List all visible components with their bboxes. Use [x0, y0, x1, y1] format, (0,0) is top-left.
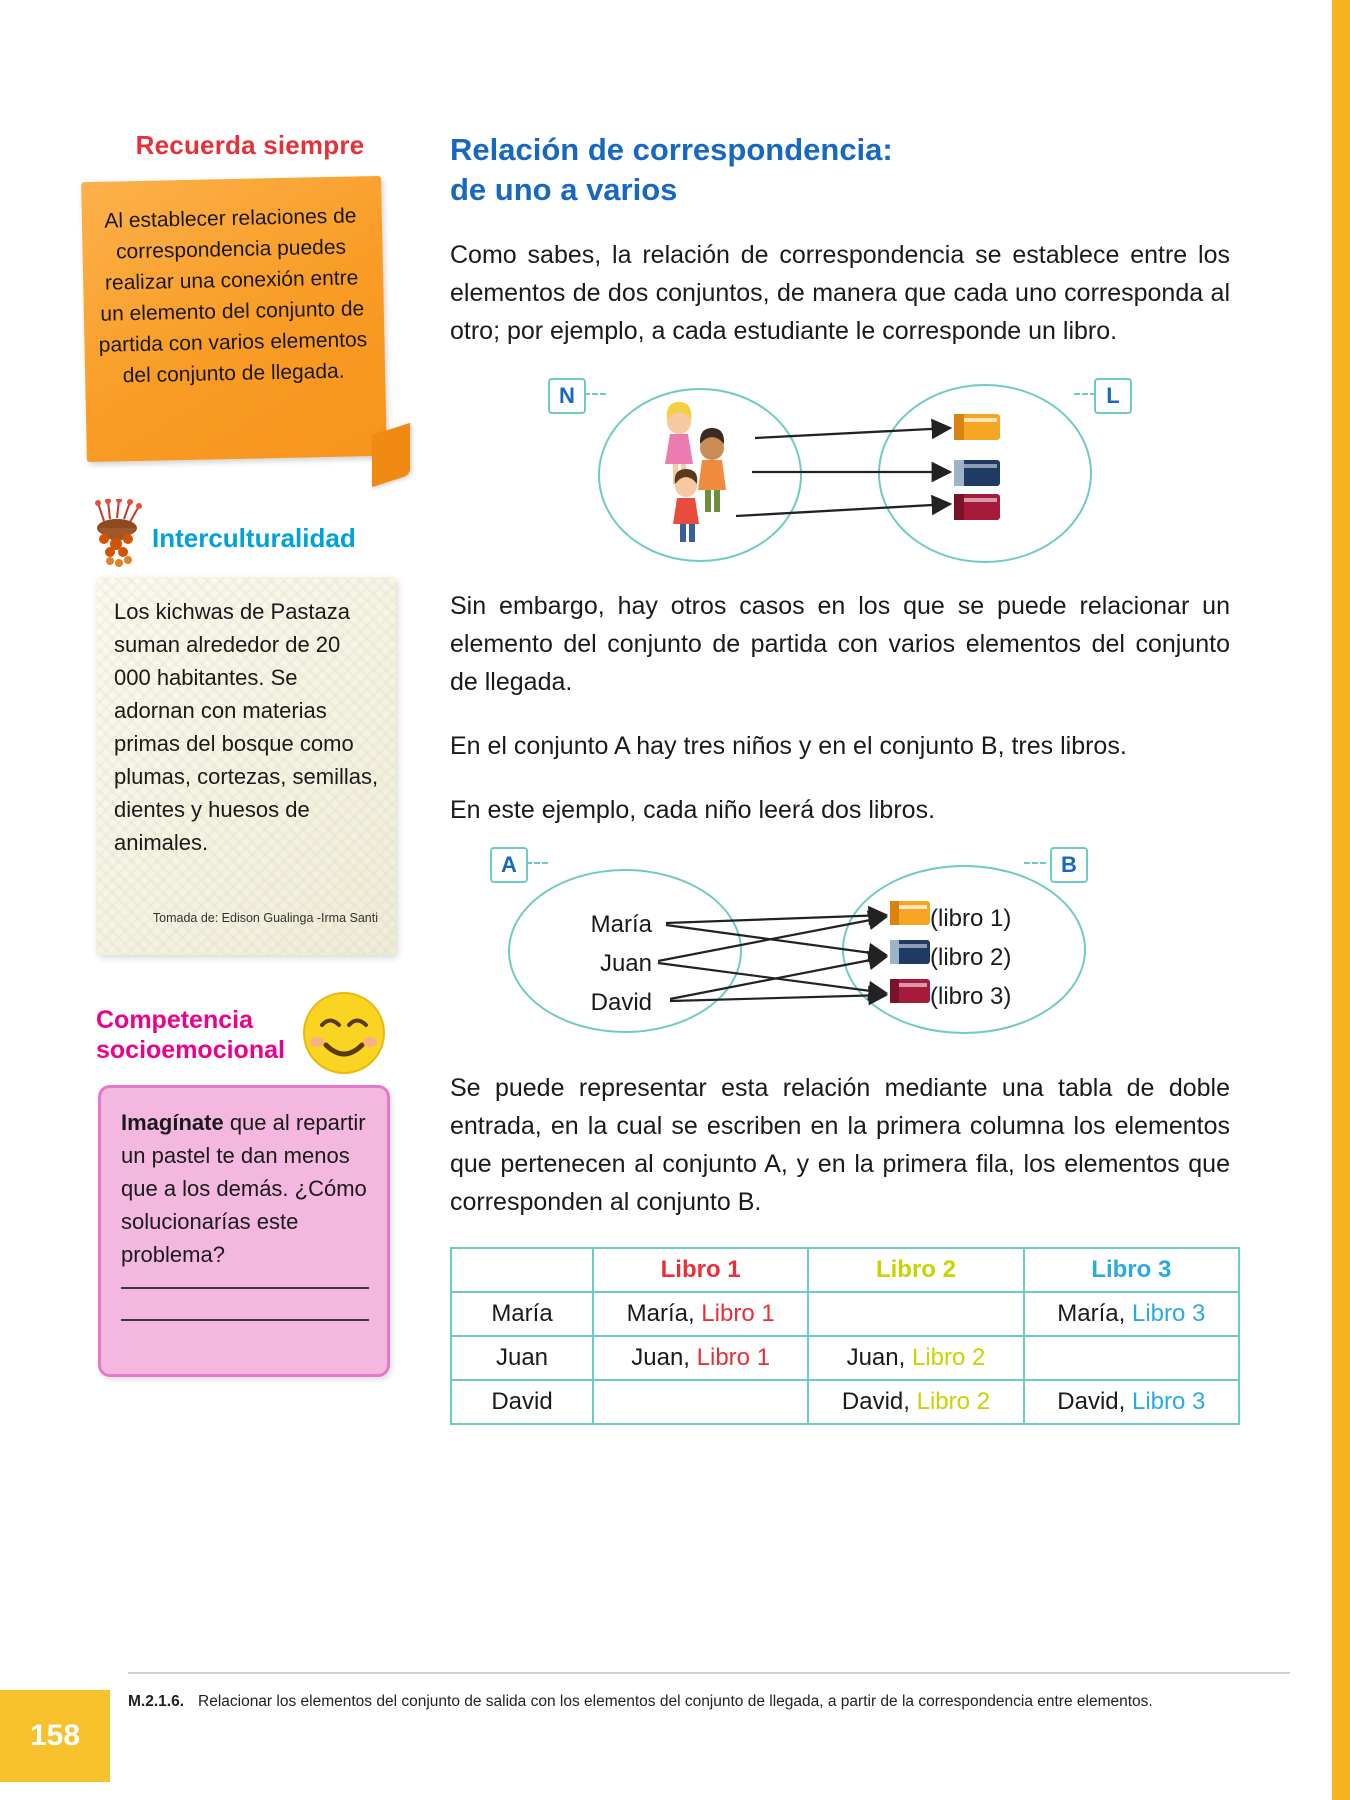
answer-line-2[interactable] [121, 1319, 369, 1321]
kichwa-crown-icon [90, 499, 152, 571]
cell-emphasis: Libro 3 [1131, 1300, 1206, 1327]
diagram-arrows [540, 376, 1140, 571]
table-row [451, 1336, 1239, 1380]
table-header-libro-3: Libro 3 [1024, 1248, 1239, 1292]
recuerda-siempre-text: Al establecer relaciones de correspondencia puedes realizar una conexión entre un elemento del conjunto de partida con varios elementos del conjunto de llegada. [98, 204, 368, 388]
smiley-face-icon [298, 985, 390, 1077]
sidebar [90, 130, 410, 1377]
label-libro-3: (libro 3) [930, 983, 1012, 1010]
competencia-title-line2: socioemocional [96, 1036, 285, 1064]
page-edge-bar [1332, 0, 1350, 1800]
table-cell [1024, 1380, 1239, 1424]
element-david: David [590, 989, 652, 1016]
book-orange-icon [954, 414, 1000, 440]
table-row [451, 1380, 1239, 1424]
interculturalidad-text: Los kichwas de Pastaza suman alrededor de 20 000 habitantes. Se adornan con materias primas del bosque como plumas, cortezas, semillas, dientes y huesos de animales. [114, 599, 379, 855]
table-cell [593, 1380, 808, 1424]
book-blue-icon [954, 460, 1000, 486]
cell-emphasis: Libro 3 [1131, 1388, 1206, 1415]
book-red-icon [954, 494, 1000, 520]
cell-prefix: María, [626, 1300, 702, 1327]
cell-prefix: David, [841, 1388, 917, 1415]
main-content [450, 130, 1230, 1425]
competencia-text-bold: Imagínate [121, 1110, 224, 1135]
table-cell [593, 1292, 808, 1336]
paragraph-3: En el conjunto A hay tres niños y en el conjunto B, tres libros. [450, 732, 1127, 760]
table-header-libro-2: Libro 2 [808, 1248, 1023, 1292]
page-title-line2: de uno a varios [450, 172, 678, 207]
set-label-l: L [1094, 378, 1132, 414]
table-cell [1024, 1336, 1239, 1380]
table-row [451, 1292, 1239, 1336]
diagram-ab-arrows [490, 847, 1190, 1047]
label-libro-1: (libro 1) [930, 905, 1012, 932]
book-blue-icon-2 [890, 940, 930, 964]
paragraph-2: Sin embargo, hay otros casos en los que se puede relacionar un elemento del conjunto de partida con varios elementos del conjunto de llegada. [450, 592, 1230, 696]
paragraph-5: Se puede representar esta relación mediante una tabla de doble entrada, en la cual se escriben en la primera columna los elementos que pertenecen al conjunto A, y en la primera fila, los elementos que corresponden al conjunto B. [450, 1074, 1230, 1216]
footer-standard-note [128, 1690, 1208, 1713]
cell-prefix: Juan, [846, 1344, 912, 1371]
book-orange-icon-2 [890, 901, 930, 925]
competencia-text-rest: que al repartir un pastel te dan menos que a los demás. ¿Cómo solucionarías este problema? [121, 1110, 367, 1267]
competencia-box [98, 1085, 390, 1377]
table-header-row [451, 1248, 1239, 1292]
cell-emphasis: Libro 1 [696, 1344, 771, 1371]
cell-emphasis: Libro 2 [916, 1388, 991, 1415]
cell-prefix: María, [1057, 1300, 1132, 1327]
interculturalidad-source: Tomada de: Edison Gualinga -Irma Santi [152, 911, 378, 925]
competencia-title [96, 1005, 311, 1065]
cell-emphasis: Libro 1 [701, 1300, 775, 1327]
competencia-title-line1: Competencia [96, 1006, 253, 1034]
set-label-n: N [548, 378, 586, 414]
label-libro-2: (libro 2) [930, 944, 1012, 971]
sticky-note-fold-icon [372, 423, 410, 487]
footer-text: Relacionar los elementos del conjunto de salida con los elementos del conjunto de llegada, a partir de la correspondencia entre elementos. [198, 1693, 1153, 1710]
diagram-students-books [540, 376, 1140, 571]
interculturalidad-box [96, 577, 396, 955]
footer-code: M.2.1.6. [128, 1693, 184, 1710]
element-maria: María [590, 911, 652, 938]
footer-divider [128, 1672, 1290, 1674]
paragraph-4: En este ejemplo, cada niño leerá dos libros. [450, 796, 936, 824]
table-cell [808, 1292, 1023, 1336]
set-label-a: A [490, 847, 528, 883]
cell-prefix: Juan, [631, 1344, 697, 1371]
table-row-label-david: David [451, 1380, 593, 1424]
table-cell [808, 1380, 1023, 1424]
table-corner-cell [451, 1248, 593, 1292]
table-row-label-juan: Juan [451, 1336, 593, 1380]
recuerda-siempre-note [72, 179, 402, 499]
cell-emphasis: Libro 2 [911, 1344, 986, 1371]
recuerda-siempre-title: Recuerda siempre [135, 130, 365, 160]
table-header-libro-1: Libro 1 [593, 1248, 808, 1292]
interculturalidad-title: Interculturalidad [152, 523, 356, 553]
set-label-b: B [1050, 847, 1088, 883]
interculturalidad-header [90, 507, 410, 577]
element-juan: Juan [599, 950, 652, 977]
child-boy-icon [698, 428, 726, 512]
table-cell [808, 1336, 1023, 1380]
double-entry-table [450, 1247, 1240, 1425]
page-title [450, 130, 1230, 210]
table-cell [593, 1336, 808, 1380]
page-number: 158 [0, 1690, 110, 1782]
book-red-icon-2 [890, 979, 930, 1003]
diagram-a-b [490, 847, 1190, 1047]
table-row-label-maria: María [451, 1292, 593, 1336]
table-cell [1024, 1292, 1239, 1336]
paragraph-1: Como sabes, la relación de correspondencia se establece entre los elementos de dos conjuntos, de manera que cada uno corresponda al otro; por ejemplo, a cada estudiante le corresponde un libro. [450, 241, 1230, 345]
child-small-icon [673, 469, 699, 542]
page-title-line1: Relación de correspondencia: [450, 132, 893, 167]
competencia-header [90, 999, 410, 1085]
competencia-text [121, 1106, 369, 1271]
cell-prefix: David, [1057, 1388, 1132, 1415]
answer-line-1[interactable] [121, 1287, 369, 1289]
